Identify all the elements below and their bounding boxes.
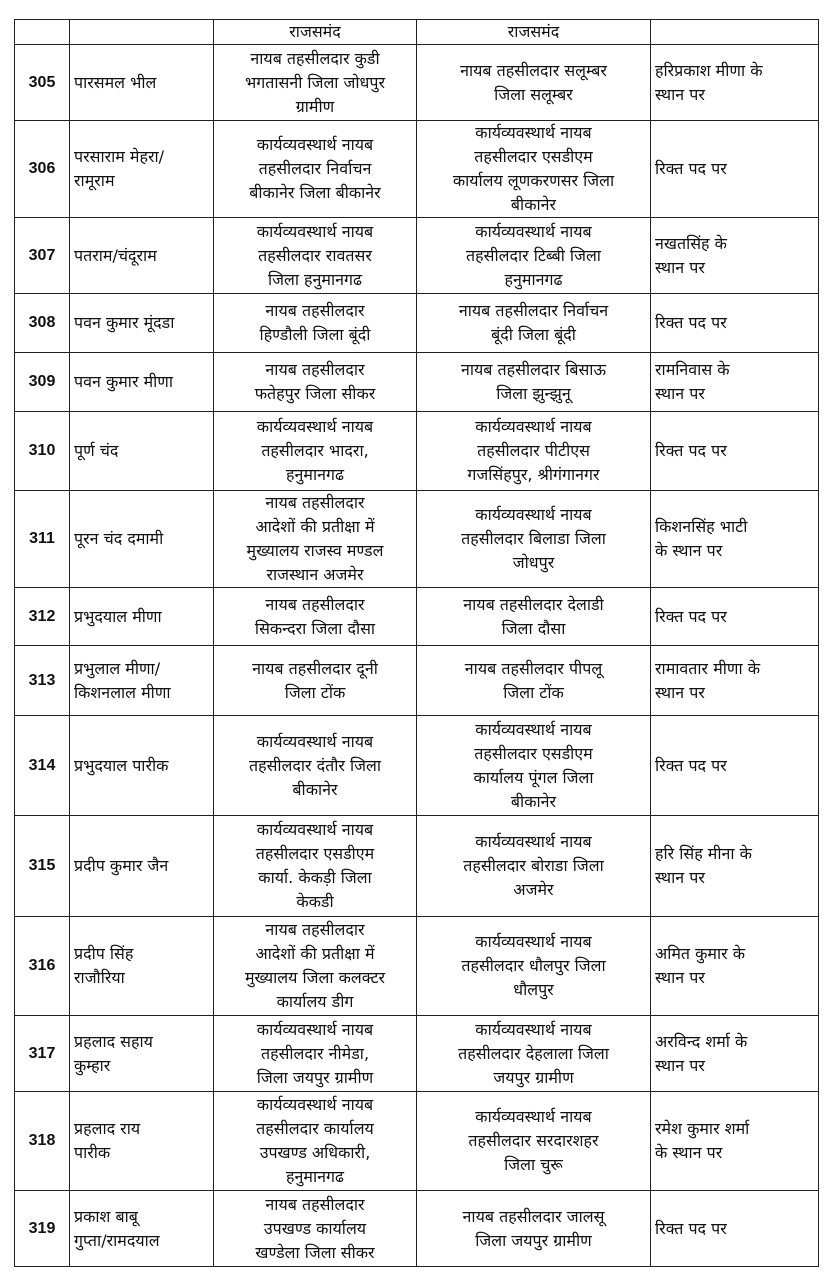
employee-name-text: पवन कुमार मीणा: [74, 372, 174, 391]
serial-number-cell: [15, 121, 70, 218]
serial-number-text: 309: [28, 373, 56, 390]
employee-name-cell: [70, 816, 214, 917]
serial-number-cell: [15, 353, 70, 412]
serial-number-cell: [15, 1191, 70, 1267]
remark-cell: [651, 121, 819, 218]
employee-name-text: पूर्ण चंद: [74, 441, 119, 460]
new-posting-text: कार्यव्यवस्थार्थ नायब तहसीलदार बोराडा जिला अजमेर: [463, 832, 604, 899]
header-from-district: राजसमंद: [214, 20, 417, 45]
new-posting-cell: [417, 917, 651, 1016]
current-posting-cell: [214, 45, 417, 121]
current-posting-cell: [214, 1016, 417, 1092]
serial-number-text: 308: [28, 314, 56, 331]
header-remark-cell: [651, 20, 819, 45]
table-row: [15, 1191, 819, 1267]
new-posting-cell: [417, 1092, 651, 1191]
current-posting-text: कार्यव्यवस्थार्थ नायब तहसीलदार निर्वाचन बीकानेर जिला बीकानेर: [249, 135, 381, 202]
new-posting-text: कार्यव्यवस्थार्थ नायब तहसीलदार एसडीएम कार्यालय पूंगल जिला बीकानेर: [473, 719, 594, 811]
employee-name-cell: [70, 1016, 214, 1092]
serial-number-text: 311: [29, 530, 55, 547]
remark-text: रिक्त पद पर: [655, 606, 727, 626]
serial-number-cell: [15, 294, 70, 353]
employee-name-text: प्रभुलाल मीणा/ किशनलाल मीणा: [74, 658, 171, 702]
current-posting-cell: [214, 646, 417, 716]
header-no-cell: [15, 20, 70, 45]
employee-name-text: पूरन चंद दमामी: [74, 529, 164, 548]
employee-name-text: प्रदीप सिंह राजौरिया: [74, 944, 134, 987]
serial-number-text: 310: [28, 442, 56, 459]
current-posting-cell: [214, 353, 417, 412]
new-posting-text: कार्यव्यवस्थार्थ नायब तहसीलदार देहलाला जिला जयपुर ग्रामीण: [458, 1019, 609, 1087]
new-posting-text: नायब तहसीलदार निर्वाचन बूंदी जिला बूंदी: [458, 301, 609, 344]
new-posting-cell: [417, 1016, 651, 1092]
new-posting-cell: [417, 716, 651, 816]
remark-cell: [651, 1016, 819, 1092]
new-posting-cell: [417, 1191, 651, 1267]
table-row: [15, 218, 819, 294]
serial-number-text: 317: [28, 1044, 56, 1062]
header-to-district: राजसमंद: [417, 20, 651, 45]
employee-name-text: प्रभुदयाल पारीक: [74, 755, 169, 775]
current-posting-cell: [214, 588, 417, 646]
remark-text: अरविन्द शर्मा के स्थान पर: [655, 1031, 748, 1075]
current-posting-text: कार्यव्यवस्थार्थ नायब तहसीलदार रावतसर जिला हनुमानगढ: [256, 221, 374, 289]
current-posting-text: नायब तहसीलदार आदेशों की प्रतीक्षा में मुख्यालय राजस्व मण्डल राजस्थान अजमेर: [246, 493, 384, 584]
employee-name-cell: [70, 588, 214, 646]
new-posting-cell: [417, 588, 651, 646]
new-posting-cell: [417, 353, 651, 412]
remark-text: रामनिवास के स्थान पर: [655, 360, 730, 403]
remark-text: रिक्त पद पर: [655, 755, 727, 775]
remark-cell: [651, 1191, 819, 1267]
new-posting-text: नायब तहसीलदार देलाडी जिला दौसा: [463, 594, 604, 638]
employee-name-cell: [70, 491, 214, 588]
current-posting-text: नायब तहसीलदार फतेहपुर जिला सीकर: [254, 360, 376, 403]
serial-number-text: 305: [28, 73, 56, 91]
remark-text: अमित कुमार के स्थान पर: [655, 944, 746, 987]
employee-name-cell: [70, 412, 214, 491]
current-posting-text: नायब तहसीलदार सिकन्दरा जिला दौसा: [254, 594, 376, 638]
current-posting-text: नायब तहसीलदार दूनी जिला टोंक: [252, 658, 378, 702]
current-posting-text: कार्यव्यवस्थार्थ नायब तहसीलदार नीमेडा, जिला जयपुर ग्रामीण: [256, 1019, 374, 1087]
serial-number-cell: [15, 816, 70, 917]
current-posting-cell: [214, 1092, 417, 1191]
table-row: [15, 1092, 819, 1191]
current-posting-cell: [214, 121, 417, 218]
employee-name-text: पारसमल भील: [74, 72, 157, 92]
table-row: [15, 294, 819, 353]
employee-name-cell: [70, 646, 214, 716]
employee-name-cell: [70, 45, 214, 121]
current-posting-text: कार्यव्यवस्थार्थ नायब तहसीलदार भादरा, हनुमानगढ: [256, 417, 374, 484]
current-posting-cell: [214, 218, 417, 294]
table-row: [15, 816, 819, 917]
serial-number-cell: [15, 917, 70, 1016]
remark-cell: [651, 412, 819, 491]
remark-cell: [651, 218, 819, 294]
employee-name-text: प्रदीप कुमार जैन: [74, 856, 169, 875]
employee-name-text: पतराम/चंदूराम: [74, 245, 157, 265]
remark-cell: [651, 588, 819, 646]
new-posting-cell: [417, 294, 651, 353]
new-posting-text: कार्यव्यवस्थार्थ नायब तहसीलदार एसडीएम कार्यालय लूणकरणसर जिला बीकानेर: [452, 123, 615, 214]
serial-number-cell: [15, 646, 70, 716]
serial-number-cell: [15, 218, 70, 294]
table-row: [15, 45, 819, 121]
new-posting-text: नायब तहसीलदार सलूम्बर जिला सलूम्बर: [460, 60, 607, 104]
current-posting-text: कार्यव्यवस्थार्थ नायब तहसीलदार एसडीएम कार्या. केकड़ी जिला केकडी: [255, 820, 375, 911]
new-posting-cell: [417, 218, 651, 294]
remark-text: रिक्त पद पर: [655, 441, 727, 460]
table-row: [15, 588, 819, 646]
serial-number-cell: [15, 1092, 70, 1191]
current-posting-cell: [214, 412, 417, 491]
table-row: [15, 917, 819, 1016]
remark-text: रिक्त पद पर: [655, 1218, 727, 1238]
serial-number-text: 313: [28, 671, 56, 689]
employee-name-text: प्रकाश बाबू गुप्ता/रामदयाल: [74, 1206, 160, 1250]
serial-number-text: 312: [28, 607, 56, 625]
new-posting-text: नायब तहसीलदार बिसाऊ जिला झुन्झुनू: [460, 360, 607, 403]
new-posting-cell: [417, 412, 651, 491]
remark-cell: [651, 491, 819, 588]
serial-number-text: 307: [28, 246, 56, 264]
serial-number-cell: [15, 412, 70, 491]
employee-name-cell: [70, 1191, 214, 1267]
transfer-order-table: [14, 19, 819, 1267]
table-row: [15, 646, 819, 716]
new-posting-text: कार्यव्यवस्थार्थ नायब तहसीलदार धौलपुर जिला धौलपुर: [461, 932, 606, 999]
serial-number-text: 318: [28, 1132, 56, 1149]
table-row: [15, 121, 819, 218]
employee-name-text: पवन कुमार मूंदडा: [74, 313, 175, 332]
current-posting-cell: [214, 491, 417, 588]
new-posting-cell: [417, 45, 651, 121]
current-posting-text: कार्यव्यवस्थार्थ नायब तहसीलदार कार्यालय उपखण्ड अधिकारी, हनुमानगढ: [256, 1095, 374, 1186]
serial-number-text: 315: [28, 857, 56, 874]
serial-number-text: 319: [28, 1219, 56, 1237]
new-posting-cell: [417, 646, 651, 716]
current-posting-text: कार्यव्यवस्थार्थ नायब तहसीलदार दंतौर जिला बीकानेर: [248, 731, 382, 799]
serial-number-cell: [15, 588, 70, 646]
current-posting-text: नायब तहसीलदार आदेशों की प्रतीक्षा में मुख्यालय जिला कलक्टर कार्यालय डीग: [244, 920, 386, 1011]
employee-name-text: प्रहलाद सहाय कुम्हार: [74, 1031, 153, 1075]
remark-text: रिक्त पद पर: [655, 159, 727, 178]
serial-number-cell: [15, 1016, 70, 1092]
employee-name-cell: [70, 1092, 214, 1191]
serial-number-text: 306: [28, 160, 56, 177]
serial-number-text: 314: [28, 756, 56, 774]
employee-name-cell: [70, 294, 214, 353]
employee-name-text: परसाराम मेहरा/ रामूराम: [74, 147, 165, 190]
new-posting-text: कार्यव्यवस्थार्थ नायब तहसीलदार सरदारशहर जिला चुरू: [468, 1107, 599, 1174]
table-row: [15, 412, 819, 491]
remark-text: नखतसिंह के स्थान पर: [655, 233, 727, 277]
employee-name-cell: [70, 121, 214, 218]
table-row: [15, 353, 819, 412]
remark-text: किशनसिंह भाटी के स्थान पर: [655, 517, 748, 560]
employee-name-text: प्रहलाद राय पारीक: [74, 1119, 141, 1162]
serial-number-cell: [15, 45, 70, 121]
serial-number-cell: [15, 491, 70, 588]
remark-text: हरि सिंह मीना के स्थान पर: [655, 844, 752, 887]
new-posting-text: नायब तहसीलदार जालसू जिला जयपुर ग्रामीण: [462, 1206, 605, 1250]
current-posting-text: नायब तहसीलदार कुडी भगतासनी जिला जोधपुर ग्रामीण: [244, 48, 386, 116]
table-header-row: [15, 20, 819, 45]
current-posting-cell: [214, 917, 417, 1016]
current-posting-cell: [214, 294, 417, 353]
serial-number-text: 316: [28, 957, 56, 974]
remark-cell: [651, 816, 819, 917]
current-posting-cell: [214, 716, 417, 816]
new-posting-cell: [417, 816, 651, 917]
remark-cell: [651, 353, 819, 412]
new-posting-text: नायब तहसीलदार पीपलू जिला टोंक: [464, 658, 603, 702]
remark-cell: [651, 646, 819, 716]
current-posting-text: नायब तहसीलदार उपखण्ड कार्यालय खण्डेला जिला सीकर: [255, 1194, 375, 1262]
new-posting-text: कार्यव्यवस्थार्थ नायब तहसीलदार पीटीएस गजसिंहपुर, श्रीगंगानगर: [467, 417, 600, 484]
employee-name-text: प्रभुदयाल मीणा: [74, 606, 162, 626]
remark-cell: [651, 294, 819, 353]
employee-name-cell: [70, 917, 214, 1016]
remark-text: रामावतार मीणा के स्थान पर: [655, 658, 760, 702]
remark-cell: [651, 917, 819, 1016]
current-posting-cell: [214, 816, 417, 917]
new-posting-cell: [417, 491, 651, 588]
employee-name-cell: [70, 218, 214, 294]
current-posting-cell: [214, 1191, 417, 1267]
remark-text: रमेश कुमार शर्मा के स्थान पर: [655, 1119, 750, 1162]
table-row: [15, 1016, 819, 1092]
remark-cell: [651, 716, 819, 816]
table-row: [15, 491, 819, 588]
remark-cell: [651, 45, 819, 121]
table-row: [15, 716, 819, 816]
remark-cell: [651, 1092, 819, 1191]
serial-number-cell: [15, 716, 70, 816]
employee-name-cell: [70, 716, 214, 816]
new-posting-text: कार्यव्यवस्थार्थ नायब तहसीलदार टिब्बी जिला हनुमानगढ: [466, 221, 601, 289]
employee-name-cell: [70, 353, 214, 412]
header-name-cell: [70, 20, 214, 45]
remark-text: हरिप्रकाश मीणा के स्थान पर: [655, 60, 763, 104]
remark-text: रिक्त पद पर: [655, 313, 727, 332]
current-posting-text: नायब तहसीलदार हिण्डौली जिला बूंदी: [259, 301, 371, 344]
new-posting-text: कार्यव्यवस्थार्थ नायब तहसीलदार बिलाडा जिला जोधपुर: [461, 505, 606, 572]
new-posting-cell: [417, 121, 651, 218]
